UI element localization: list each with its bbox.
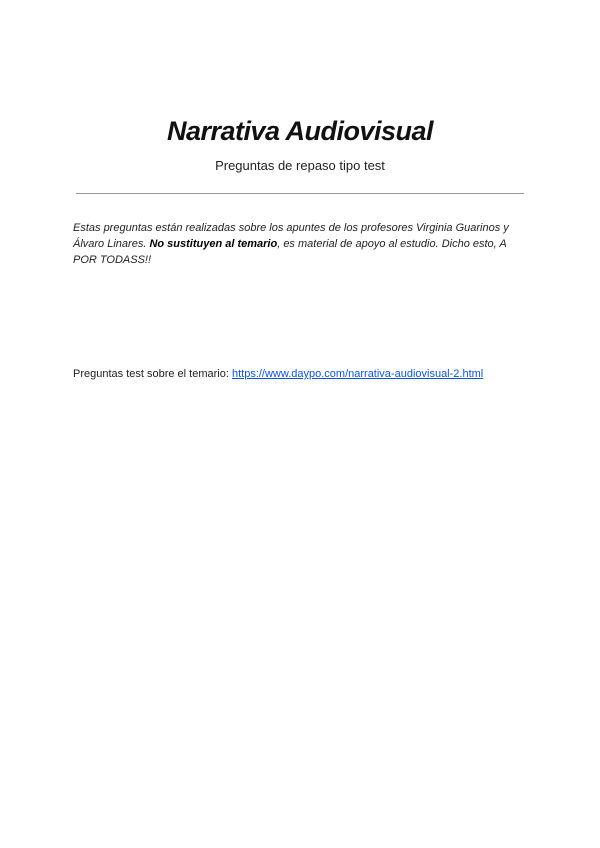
test-link-paragraph: [73, 366, 483, 382]
document-title: Narrativa Audiovisual: [166, 116, 434, 146]
intro-text-start: Estas preguntas están realizadas sobre los apuntes de los profesores Virginia Guarinos y Álvaro Linares.: [73, 222, 509, 250]
document-subtitle: Preguntas de repaso tipo test: [215, 158, 385, 173]
intro-emphasis: No sustituyen al temario: [149, 238, 278, 250]
daypo-test-link[interactable]: https://www.daypo.com/narrativa-audiovisual-2.html: [231, 368, 484, 380]
test-link-label: Preguntas test sobre el temario:: [73, 368, 232, 380]
intro-paragraph: [73, 220, 529, 268]
intro-text-end: , es material de apoyo al estudio. Dicho esto, A POR TODASS!!: [73, 238, 507, 266]
horizontal-divider: [76, 193, 524, 194]
